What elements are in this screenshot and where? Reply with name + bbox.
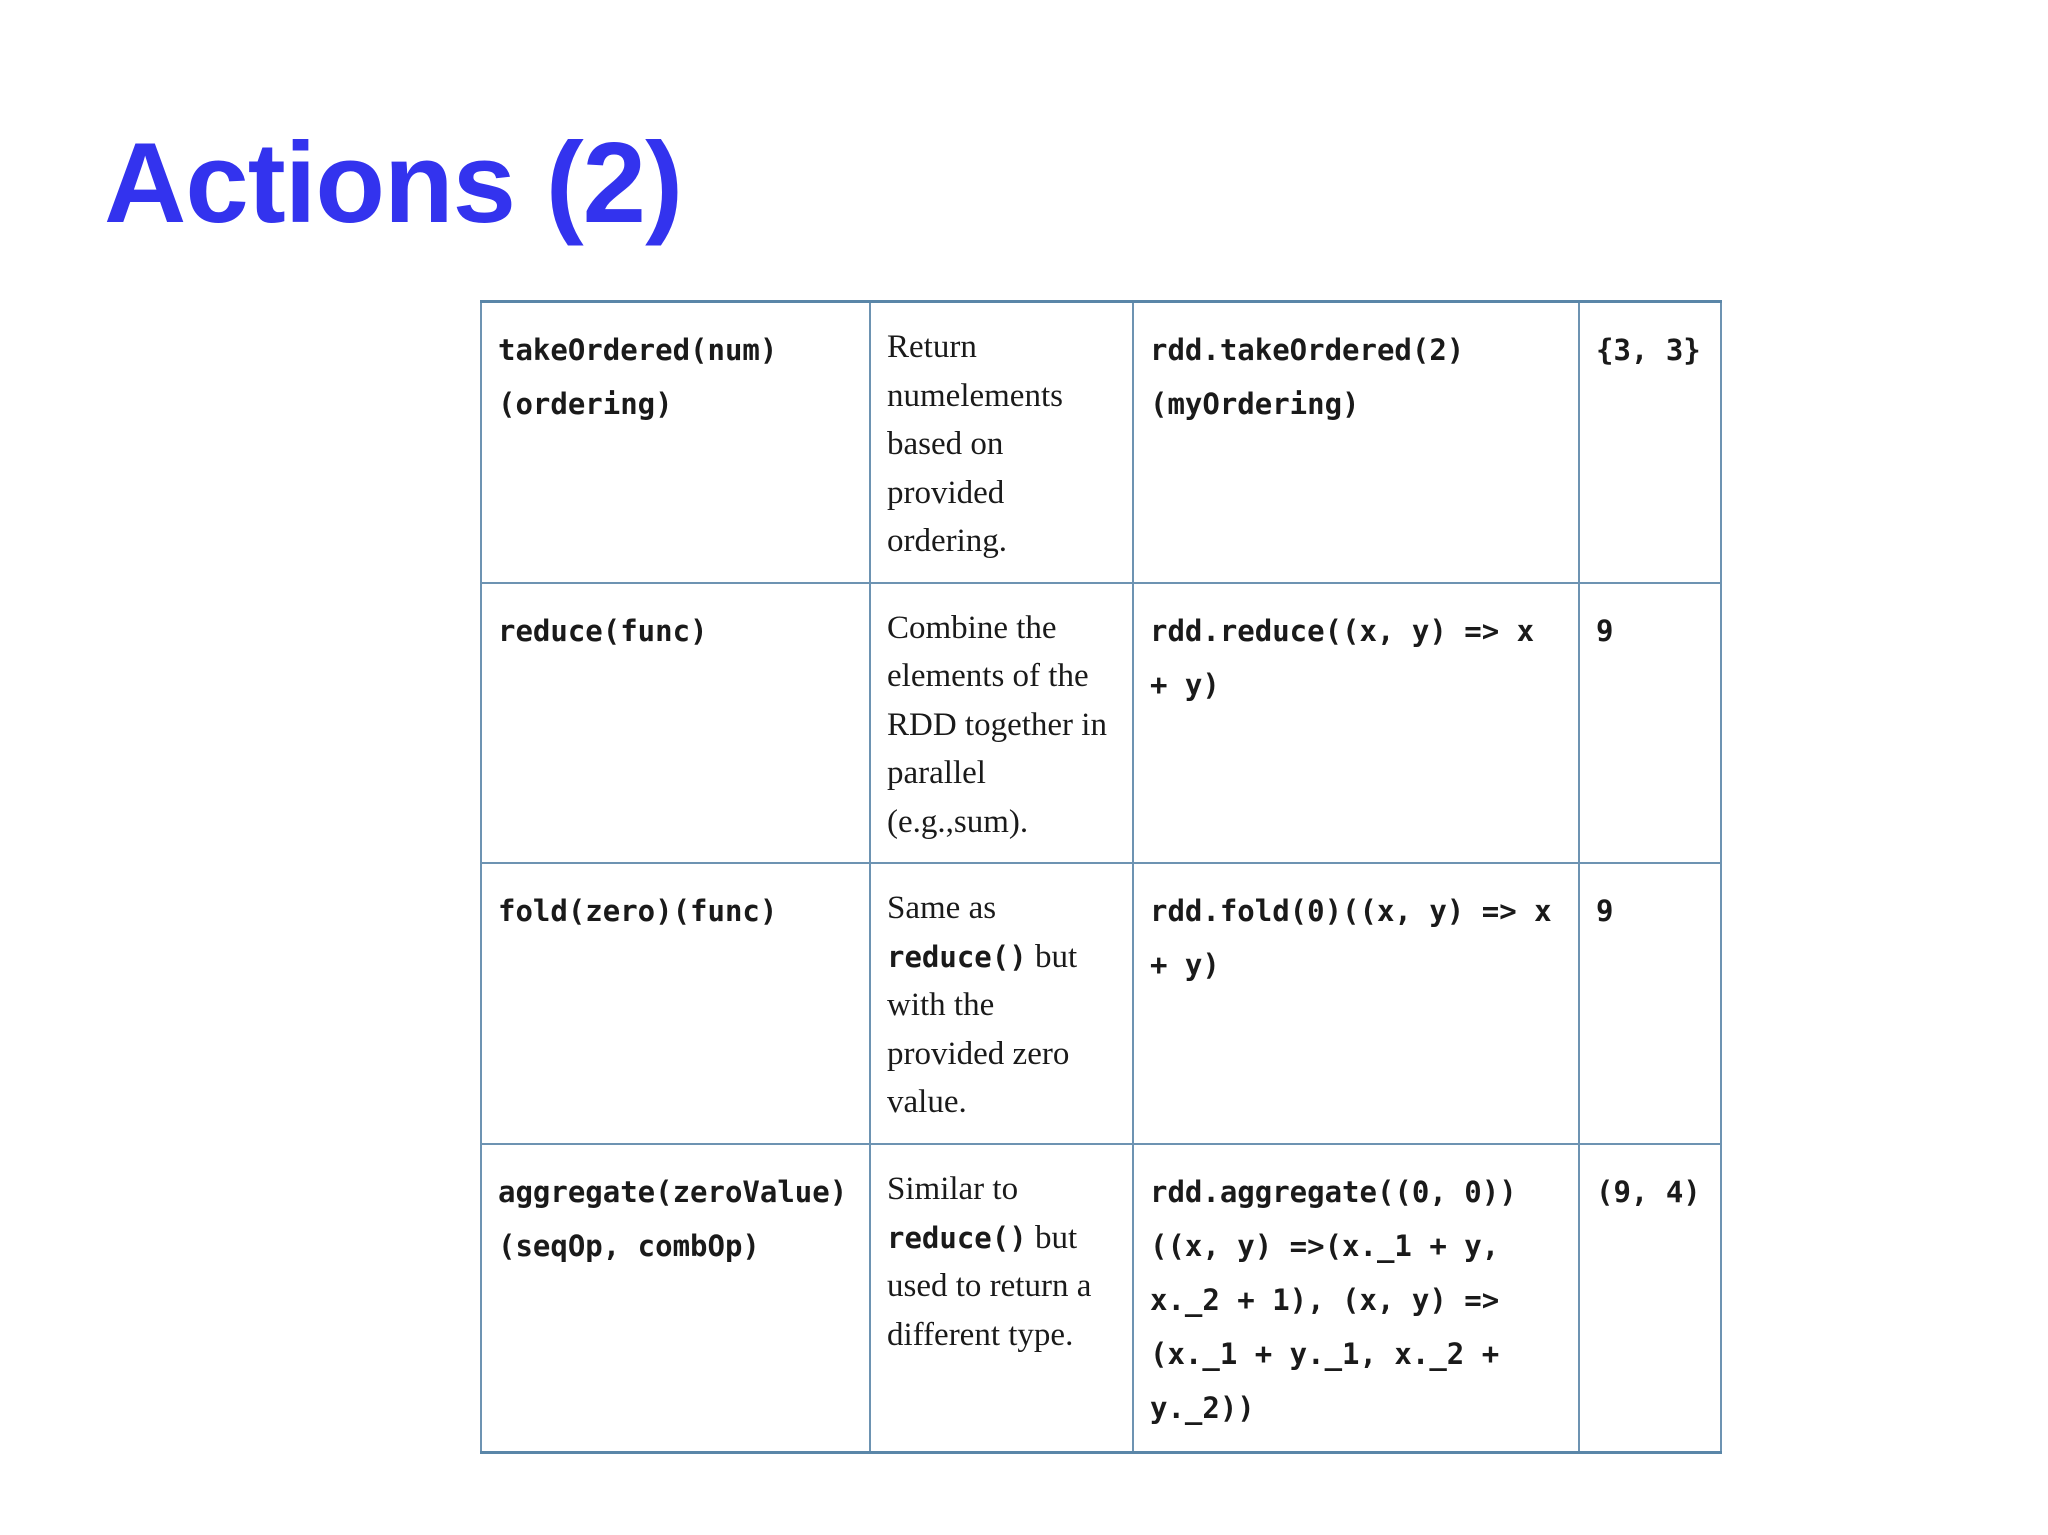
result-value: (9, 4) [1596,1175,1701,1209]
result-cell [1579,583,1721,864]
example-line: y._2)) [1150,1391,1255,1425]
function-cell [481,302,870,583]
actions-table [480,300,1722,1454]
function-signature-line: aggregate(zeroValue) [498,1175,848,1209]
example-line: + y) [1150,948,1220,982]
result-cell [1579,863,1721,1144]
description-cell [870,583,1133,864]
example-line: + y) [1150,667,1220,702]
description-text: Return numelements based on provided ordering. [887,329,1063,559]
table-row [481,302,1721,583]
example-line: rdd.aggregate((0, 0)) [1150,1175,1517,1209]
description-cell [870,863,1133,1144]
actions-table-container [480,300,1720,1454]
description-inline-code: reduce() [887,939,1027,974]
description-cell [870,1144,1133,1453]
example-line: rdd.fold(0)((x, y) => x [1150,894,1552,928]
result-value: {3, 3} [1596,333,1701,367]
result-value: 9 [1596,613,1614,648]
function-signature-line: takeOrdered(num) [498,333,778,367]
function-cell [481,583,870,864]
example-line: ((x, y) =>(x._1 + y, [1150,1229,1500,1263]
slide-title: Actions (2) [104,120,683,247]
result-cell [1579,1144,1721,1453]
function-signature-line: (ordering) [498,387,673,421]
function-cell [481,1144,870,1453]
description-cell [870,302,1133,583]
example-cell [1133,302,1579,583]
result-cell [1579,302,1721,583]
example-cell [1133,1144,1579,1453]
description-text [887,1165,1116,1359]
description-text: Combine the elements of the RDD together in parallel (e.g.,sum). [887,609,1107,840]
description-post: but with the provided zero value. [887,938,1078,1120]
description-pre: Same as [887,890,997,926]
table-row [481,583,1721,864]
example-line: x._2 + 1), (x, y) => [1150,1283,1500,1317]
description-pre: Similar to [887,1171,1019,1207]
example-line: rdd.takeOrdered(2) [1150,333,1465,367]
description-inline-code: reduce() [887,1220,1027,1255]
example-line: (x._1 + y._1, x._2 + [1150,1337,1500,1371]
table-row [481,863,1721,1144]
function-signature-line: reduce(func) [498,613,708,648]
example-line: (myOrdering) [1150,387,1360,421]
function-cell [481,863,870,1144]
function-signature-line: fold(zero)(func) [498,894,778,928]
result-value: 9 [1596,894,1614,928]
example-cell [1133,583,1579,864]
description-text [887,884,1116,1127]
description-post: but used to return a different type. [887,1219,1092,1353]
table-row [481,1144,1721,1453]
function-signature-line: (seqOp, combOp) [498,1229,760,1263]
example-cell [1133,863,1579,1144]
example-line: rdd.reduce((x, y) => x [1150,613,1535,648]
